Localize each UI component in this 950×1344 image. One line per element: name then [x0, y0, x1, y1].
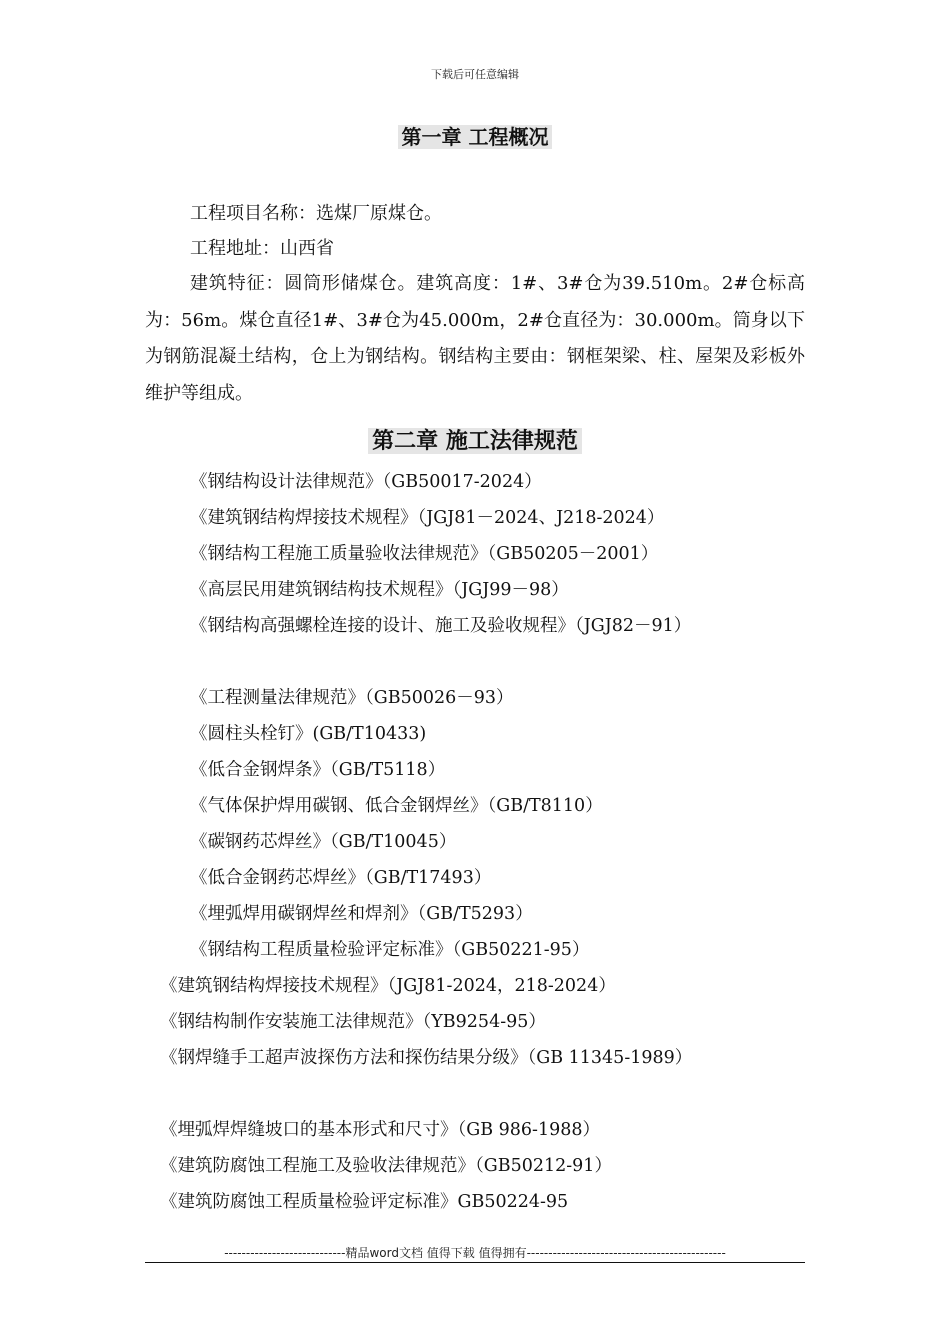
project-address: 工程地址：山西省 — [190, 238, 334, 259]
ref-item: 《埋弧焊用碳钢焊丝和焊剂》（GB/T5293） — [190, 904, 533, 924]
project-name: 工程项目名称：选煤厂原煤仓。 — [190, 203, 442, 224]
ref-item: 《钢结构工程质量检验评定标准》（GB50221-95） — [190, 940, 590, 960]
footer-note: ----------------------------精品word文档 值得下载 值得拥有---------------------------------------------- — [224, 1246, 726, 1260]
ref-item: 《钢结构设计法律规范》（GB50017-2024） — [190, 472, 542, 492]
ref-item: 《气体保护焊用碳钢、低合金钢焊丝》（GB/T8110） — [190, 796, 603, 816]
ref-item: 《钢结构工程施工质量验收法律规范》（GB50205－2001） — [190, 544, 659, 564]
ref-item: 《圆柱头栓钉》(GB/T10433) — [190, 724, 427, 744]
ref-item: 《建筑防腐蚀工程施工及验收法律规范》（GB50212-91） — [160, 1156, 612, 1176]
ref-item: 《低合金钢药芯焊丝》（GB/T17493） — [190, 868, 492, 888]
ref-item: 《碳钢药芯焊丝》（GB/T10045） — [190, 832, 457, 852]
ref-item: 《高层民用建筑钢结构技术规程》（JGJ99－98） — [190, 580, 569, 600]
chapter2-title: 第二章 施工法律规范 — [0, 426, 950, 456]
ref-item: 《钢结构制作安装施工法律规范》（YB9254-95） — [160, 1012, 546, 1032]
ref-item: 《低合金钢焊条》（GB/T5118） — [190, 760, 446, 780]
ref-item: 《工程测量法律规范》（GB50026－93） — [190, 688, 514, 708]
ref-item: 《建筑钢结构焊接技术规程》（JGJ81－2024、J218-2024） — [190, 508, 665, 528]
ref-item: 《建筑钢结构焊接技术规程》（JGJ81-2024，218-2024） — [160, 976, 616, 996]
ref-item: 《建筑防腐蚀工程质量检验评定标准》GB50224-95 — [160, 1192, 569, 1212]
project-features: 建筑特征：圆筒形储煤仓。建筑高度：1#、3#仓为39.510m。2#仓标高为：56m。煤仓直径1#、3#仓为45.000m，2#仓直径为：30.000m。筒身以下为钢筋混凝土结构，仓上为钢结构。钢结构主要由：钢框架梁、柱、屋架及彩板外维护等组成。 — [145, 273, 805, 404]
header-note: 下载后可任意编辑 — [431, 68, 519, 81]
footer-divider — [145, 1262, 805, 1263]
ref-item: 《钢焊缝手工超声波探伤方法和探伤结果分级》（GB 11345-1989） — [160, 1048, 693, 1068]
ref-item: 《钢结构高强螺栓连接的设计、施工及验收规程》（JGJ82－91） — [190, 616, 692, 636]
ref-item: 《埋弧焊焊缝坡口的基本形式和尺寸》（GB 986-1988） — [160, 1120, 601, 1140]
chapter1-title: 第一章 工程概况 — [0, 124, 950, 150]
